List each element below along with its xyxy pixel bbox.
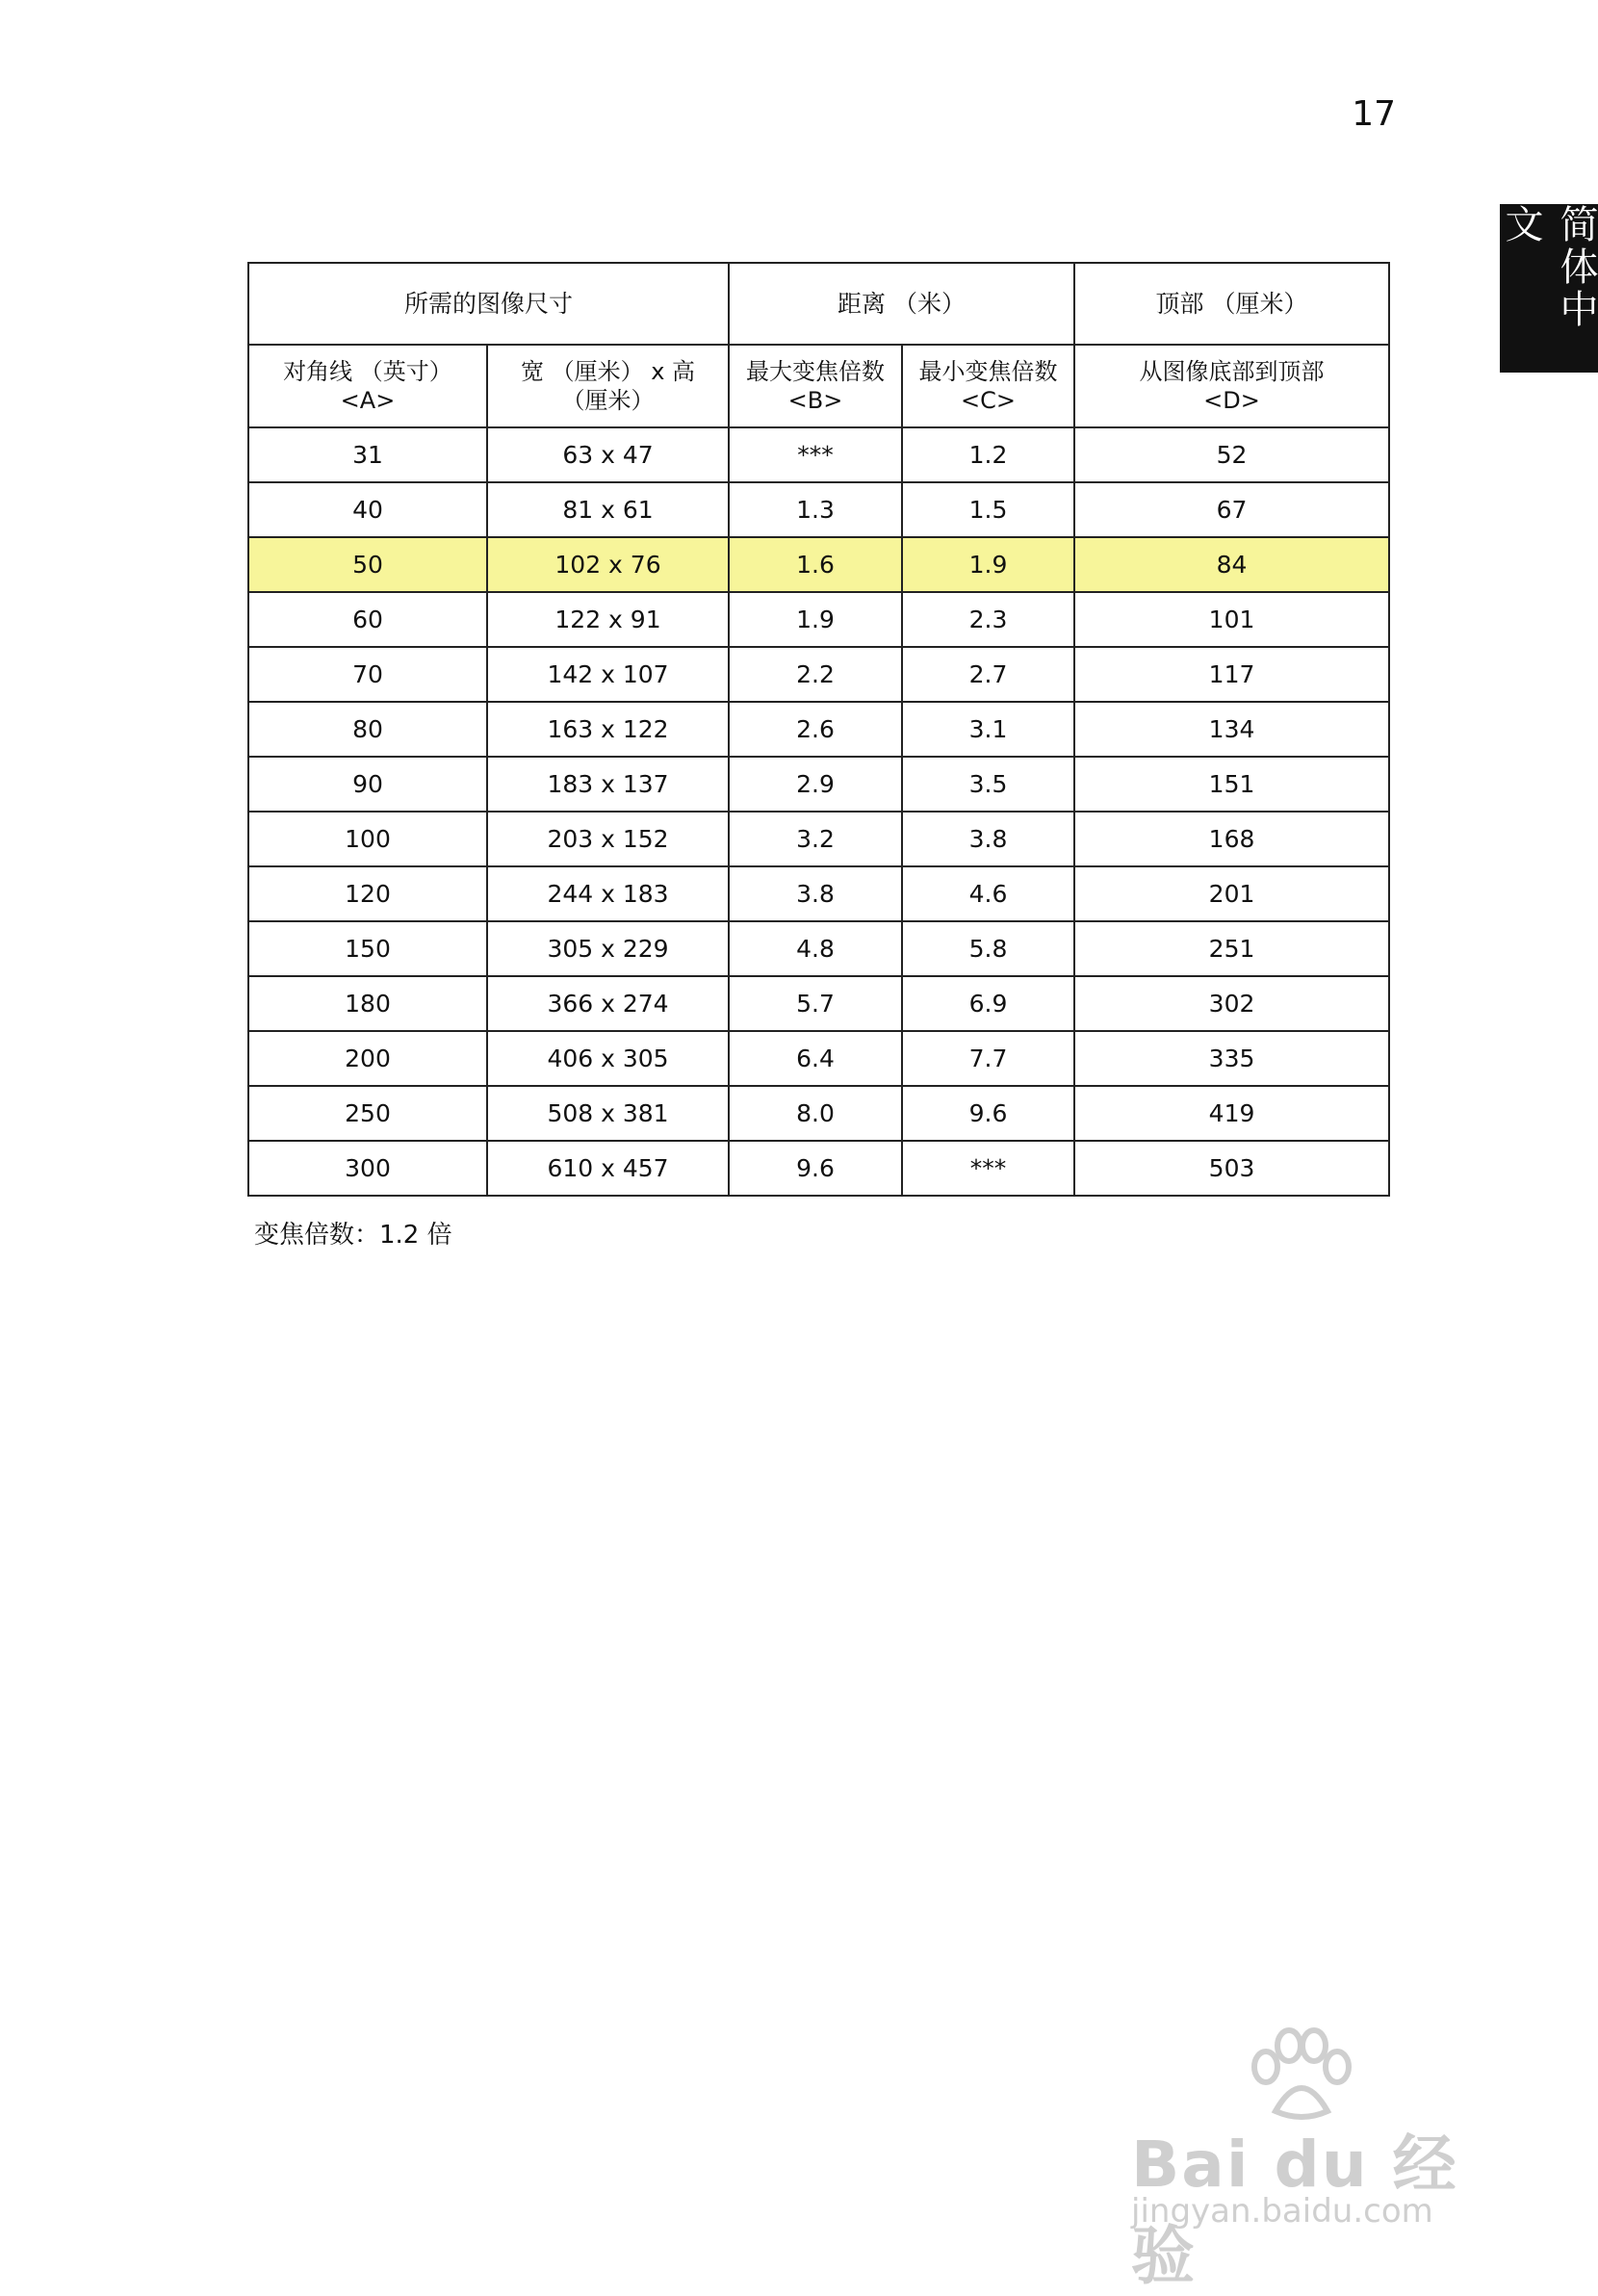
cell-width-height: 63 x 47	[487, 427, 729, 482]
cell-bottom-to-top: 503	[1074, 1141, 1389, 1196]
cell-width-height: 81 x 61	[487, 482, 729, 537]
cell-bottom-to-top: 251	[1074, 921, 1389, 976]
cell-width-height: 183 x 137	[487, 757, 729, 812]
header-bottom-to-top-label: 从图像底部到顶部	[1139, 358, 1325, 385]
header-diagonal	[248, 345, 487, 427]
cell-bottom-to-top: 151	[1074, 757, 1389, 812]
header-distance: 距离 （米）	[729, 263, 1074, 345]
cell-bottom-to-top: 302	[1074, 976, 1389, 1031]
cell-max-zoom: 2.9	[729, 757, 902, 812]
cell-diagonal: 70	[248, 647, 487, 702]
table-row	[248, 866, 1389, 921]
header-min-zoom-label: 最小变焦倍数	[918, 358, 1058, 385]
table-body	[248, 427, 1389, 1196]
cell-max-zoom: 2.2	[729, 647, 902, 702]
table-row	[248, 537, 1389, 592]
cell-width-height: 122 x 91	[487, 592, 729, 647]
cell-bottom-to-top: 201	[1074, 866, 1389, 921]
cell-width-height: 305 x 229	[487, 921, 729, 976]
cell-max-zoom: 1.9	[729, 592, 902, 647]
cell-diagonal: 100	[248, 812, 487, 866]
cell-diagonal: 120	[248, 866, 487, 921]
header-width-height-label: 宽 （厘米） x 高	[520, 358, 696, 385]
table-row	[248, 1086, 1389, 1141]
cell-max-zoom: 1.6	[729, 537, 902, 592]
table-sub-header-row	[248, 345, 1389, 427]
header-bottom-to-top	[1074, 345, 1389, 427]
cell-bottom-to-top: 84	[1074, 537, 1389, 592]
watermark-url: jingyan.baidu.com	[1131, 2192, 1433, 2231]
cell-min-zoom: 4.6	[902, 866, 1074, 921]
language-tab-label: 简体中文	[1499, 204, 1598, 331]
header-image-size: 所需的图像尺寸	[248, 263, 729, 345]
cell-diagonal: 80	[248, 702, 487, 757]
cell-bottom-to-top: 134	[1074, 702, 1389, 757]
cell-max-zoom: 5.7	[729, 976, 902, 1031]
table-group-header-row	[248, 263, 1389, 345]
cell-min-zoom: 2.7	[902, 647, 1074, 702]
cell-max-zoom: 3.8	[729, 866, 902, 921]
cell-width-height: 366 x 274	[487, 976, 729, 1031]
table-row	[248, 757, 1389, 812]
table-row	[248, 702, 1389, 757]
cell-width-height: 508 x 381	[487, 1086, 729, 1141]
cell-min-zoom: 6.9	[902, 976, 1074, 1031]
cell-width-height: 142 x 107	[487, 647, 729, 702]
cell-min-zoom: 7.7	[902, 1031, 1074, 1086]
cell-diagonal: 150	[248, 921, 487, 976]
cell-diagonal: 40	[248, 482, 487, 537]
baidu-jingyan-watermark	[1131, 2026, 1516, 2293]
header-min-zoom	[902, 345, 1074, 427]
cell-max-zoom: 8.0	[729, 1086, 902, 1141]
cell-bottom-to-top: 335	[1074, 1031, 1389, 1086]
cell-width-height: 203 x 152	[487, 812, 729, 866]
cell-width-height: 163 x 122	[487, 702, 729, 757]
table-row	[248, 976, 1389, 1031]
header-max-zoom	[729, 345, 902, 427]
header-diagonal-label: 对角线 （英寸）	[283, 358, 452, 385]
page-number: 17	[1352, 94, 1396, 134]
cell-width-height: 244 x 183	[487, 866, 729, 921]
cell-width-height: 406 x 305	[487, 1031, 729, 1086]
cell-max-zoom: 1.3	[729, 482, 902, 537]
cell-diagonal: 90	[248, 757, 487, 812]
paw-icon	[1247, 2026, 1353, 2123]
header-min-zoom-key: <C>	[961, 387, 1017, 414]
cell-diagonal: 60	[248, 592, 487, 647]
header-max-zoom-key: <B>	[787, 387, 843, 414]
table-row	[248, 647, 1389, 702]
cell-max-zoom: 2.6	[729, 702, 902, 757]
cell-min-zoom: 3.5	[902, 757, 1074, 812]
watermark-brand: Bai du 经验	[1131, 2128, 1458, 2293]
cell-min-zoom: 2.3	[902, 592, 1074, 647]
cell-min-zoom: 3.1	[902, 702, 1074, 757]
cell-max-zoom: 9.6	[729, 1141, 902, 1196]
cell-max-zoom: 4.8	[729, 921, 902, 976]
cell-max-zoom: 3.2	[729, 812, 902, 866]
cell-min-zoom: 1.5	[902, 482, 1074, 537]
cell-diagonal: 31	[248, 427, 487, 482]
table-row	[248, 427, 1389, 482]
projection-distance-table	[247, 262, 1390, 1197]
cell-min-zoom: 1.9	[902, 537, 1074, 592]
cell-min-zoom: 3.8	[902, 812, 1074, 866]
header-width-height-unit: （厘米）	[561, 387, 655, 414]
cell-bottom-to-top: 168	[1074, 812, 1389, 866]
cell-diagonal: 180	[248, 976, 487, 1031]
header-max-zoom-label: 最大变焦倍数	[746, 358, 886, 385]
cell-bottom-to-top: 419	[1074, 1086, 1389, 1141]
cell-width-height: 610 x 457	[487, 1141, 729, 1196]
table-row	[248, 592, 1389, 647]
table-row	[248, 482, 1389, 537]
cell-diagonal: 200	[248, 1031, 487, 1086]
cell-min-zoom: 5.8	[902, 921, 1074, 976]
header-diagonal-key: <A>	[340, 387, 396, 414]
table-row	[248, 921, 1389, 976]
cell-bottom-to-top: 117	[1074, 647, 1389, 702]
cell-bottom-to-top: 52	[1074, 427, 1389, 482]
cell-diagonal: 50	[248, 537, 487, 592]
language-tab	[1500, 204, 1598, 373]
cell-max-zoom: ***	[729, 427, 902, 482]
cell-bottom-to-top: 67	[1074, 482, 1389, 537]
table-row	[248, 1141, 1389, 1196]
cell-max-zoom: 6.4	[729, 1031, 902, 1086]
table-row	[248, 1031, 1389, 1086]
cell-min-zoom: 9.6	[902, 1086, 1074, 1141]
cell-diagonal: 300	[248, 1141, 487, 1196]
table-row	[248, 812, 1389, 866]
header-bottom-to-top-key: <D>	[1203, 387, 1260, 414]
header-width-height	[487, 345, 729, 427]
cell-width-height: 102 x 76	[487, 537, 729, 592]
cell-min-zoom: ***	[902, 1141, 1074, 1196]
zoom-ratio-note: 变焦倍数：1.2 倍	[254, 1221, 452, 1250]
header-top: 顶部 （厘米）	[1074, 263, 1389, 345]
cell-bottom-to-top: 101	[1074, 592, 1389, 647]
cell-min-zoom: 1.2	[902, 427, 1074, 482]
cell-diagonal: 250	[248, 1086, 487, 1141]
